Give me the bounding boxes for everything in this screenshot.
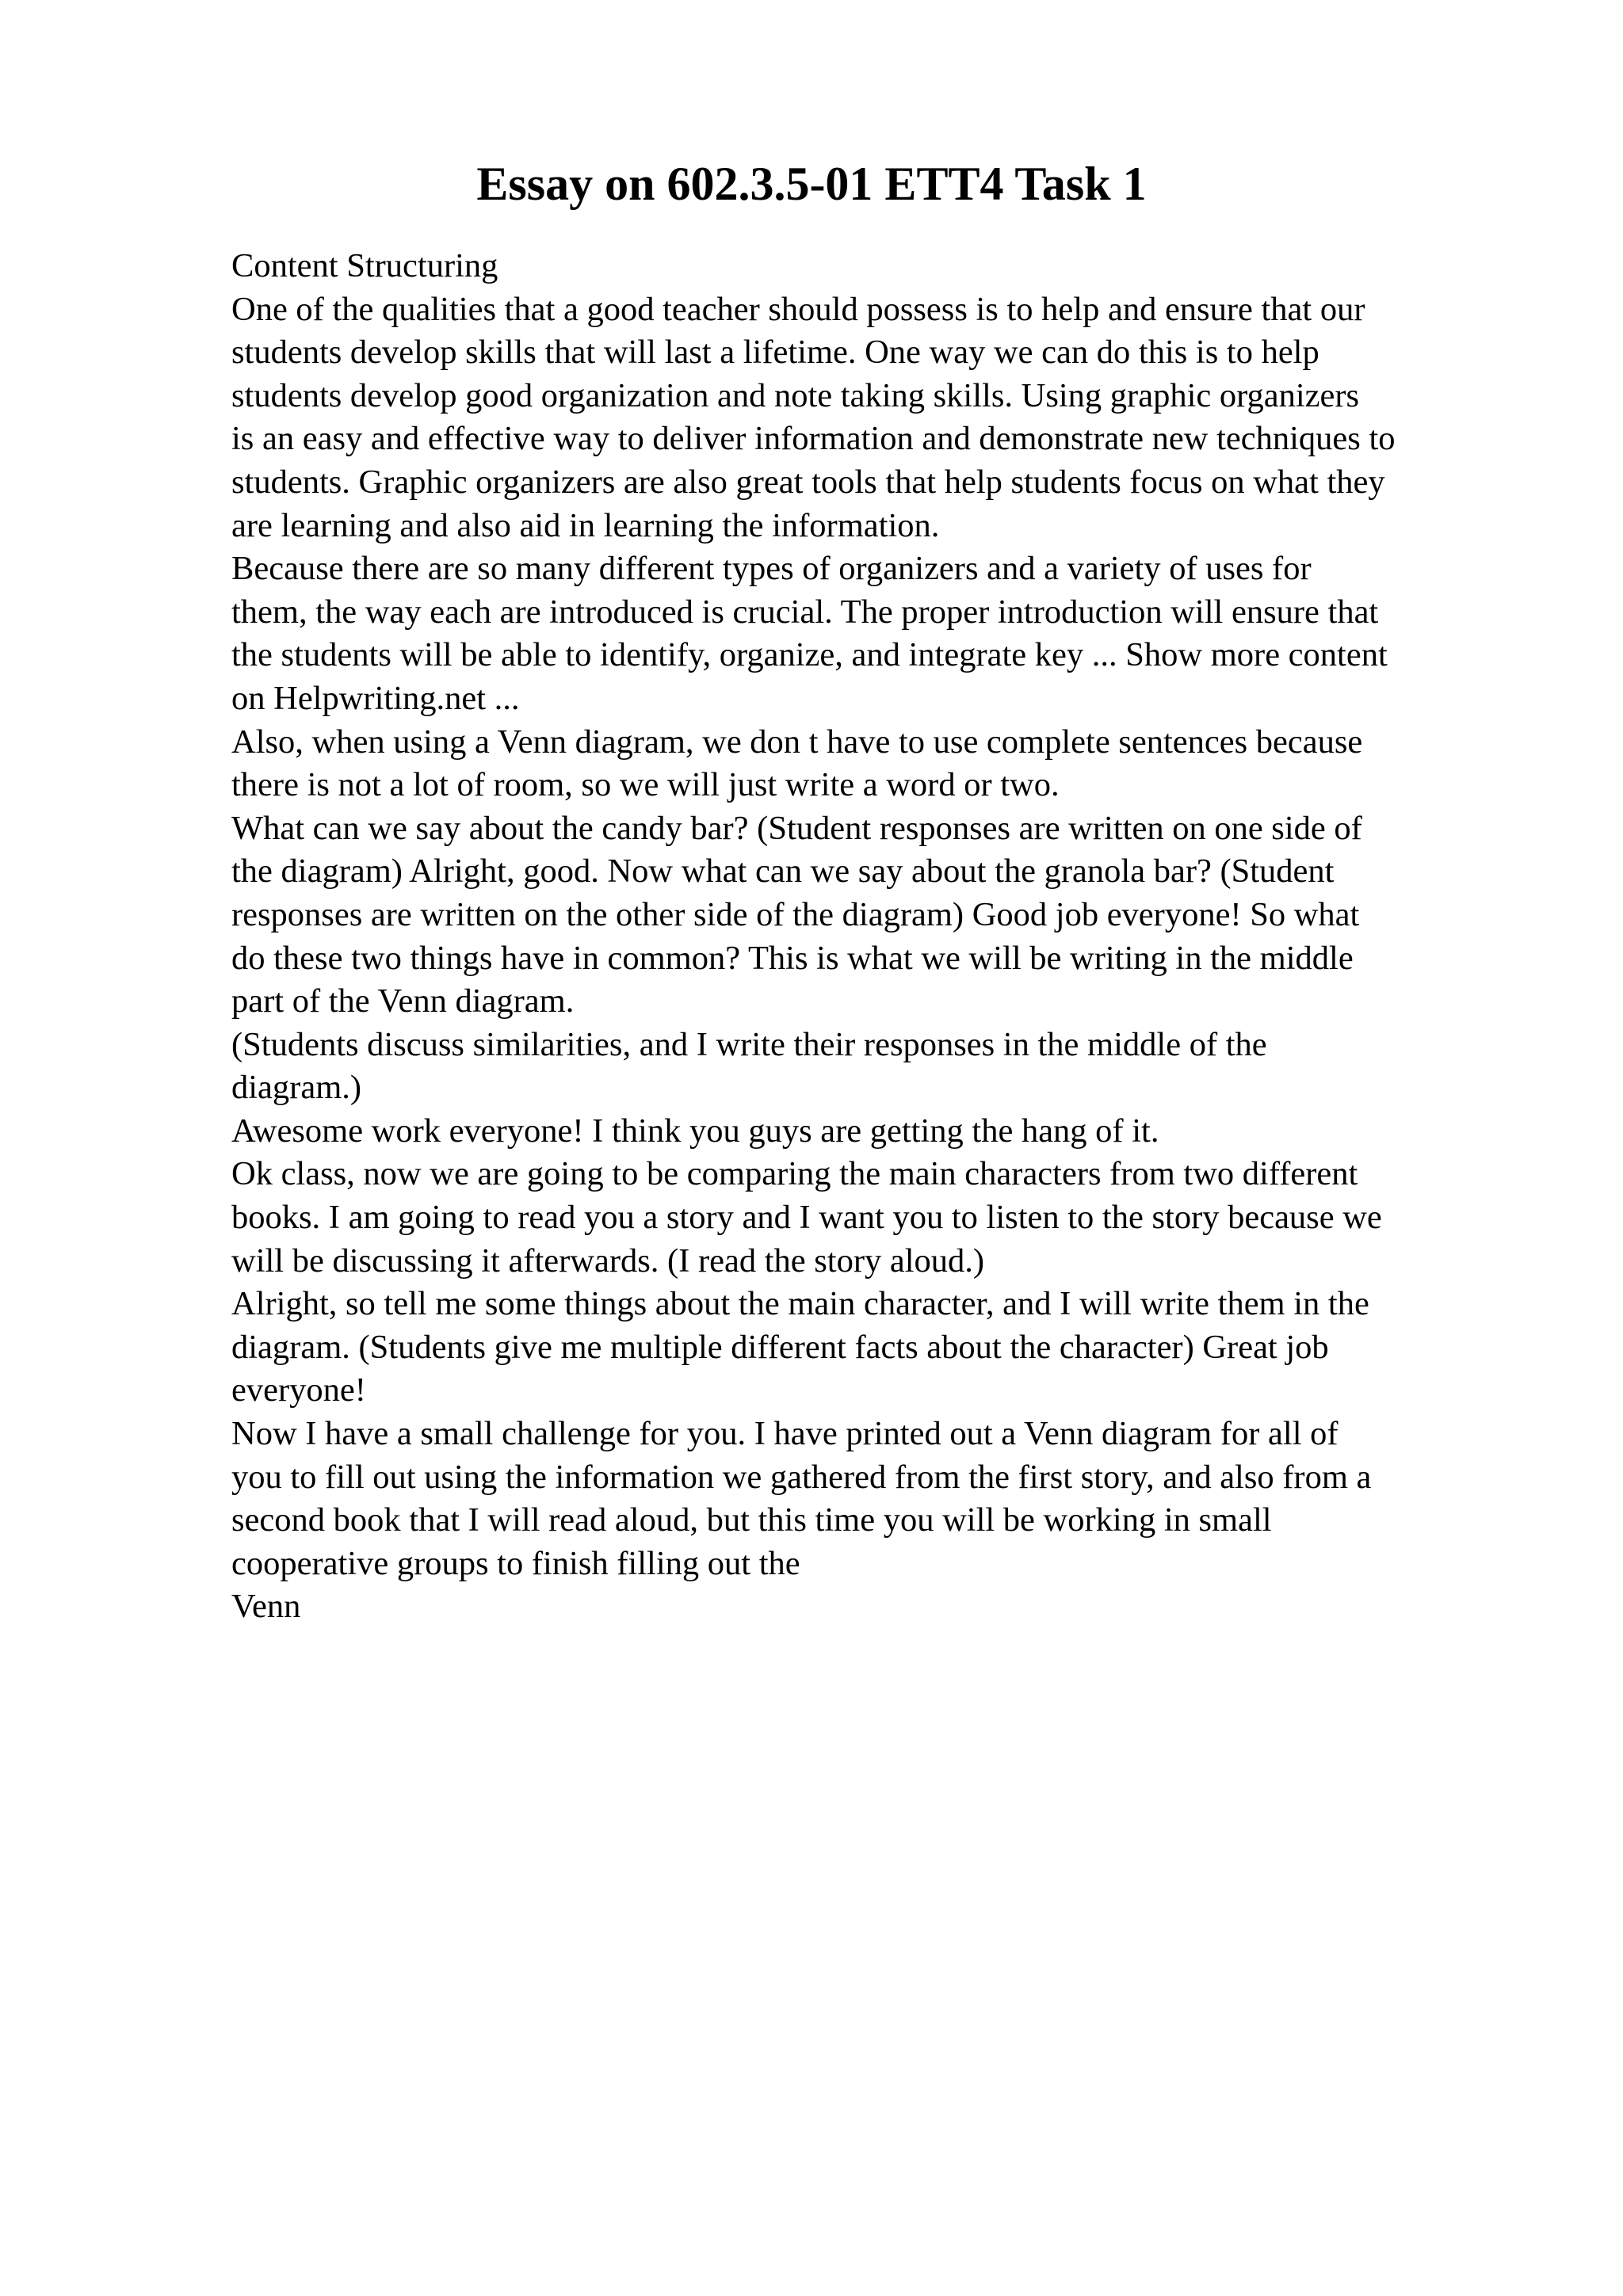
text-line: Alright, so tell me some things about the main character, and I will write them in the bbox=[231, 1285, 1369, 1323]
text-line: part of the Venn diagram. bbox=[231, 982, 575, 1020]
text-line: books. I am going to read you a story and I want you to listen to the story because we bbox=[231, 1199, 1382, 1237]
document-title: Essay on 602.3.5-01 ETT4 Task 1 bbox=[476, 158, 1147, 210]
text-line: the diagram) Alright, good. Now what can we say about the granola bar? (Student bbox=[231, 852, 1335, 891]
text-line: is an easy and effective way to deliver information and demonstrate new techniques to bbox=[231, 420, 1396, 458]
text-line: Ok class, now we are going to be comparing the main characters from two different bbox=[231, 1155, 1358, 1193]
text-line: second book that I will read aloud, but this time you will be working in small bbox=[231, 1501, 1272, 1539]
text-line: One of the qualities that a good teacher should possess is to help and ensure that our bbox=[231, 290, 1365, 328]
text-line: Now I have a small challenge for you. I have printed out a Venn diagram for all of bbox=[231, 1415, 1338, 1453]
text-line: do these two things have in common? This is what we will be writing in the middle bbox=[231, 939, 1354, 977]
text-line: cooperative groups to finish filling out the bbox=[231, 1544, 800, 1582]
text-line: (Students discuss similarities, and I write their responses in the middle of the bbox=[231, 1025, 1267, 1063]
document-body bbox=[231, 245, 1610, 1629]
text-line: on Helpwriting.net ... bbox=[231, 679, 520, 717]
text-line: you to fill out using the information we gathered from the first story, and also from a bbox=[231, 1458, 1372, 1496]
text-line: What can we say about the candy bar? (Student responses are written on one side of bbox=[231, 809, 1362, 847]
text-line: diagram. (Students give me multiple different facts about the character) Great job bbox=[231, 1328, 1329, 1366]
text-line: Content Structuring bbox=[231, 247, 498, 284]
text-line: will be discussing it afterwards. (I read the story aloud.) bbox=[231, 1241, 985, 1280]
text-line: there is not a lot of room, so we will just write a word or two. bbox=[231, 766, 1060, 804]
text-line: students develop good organization and note taking skills. Using graphic organizers bbox=[231, 376, 1360, 414]
text-line: Venn bbox=[231, 1588, 301, 1626]
text-line: students. Graphic organizers are also great tools that help students focus on what they bbox=[231, 463, 1385, 501]
text-line: everyone! bbox=[231, 1371, 366, 1409]
text-line: are learning and also aid in learning the information. bbox=[231, 506, 940, 544]
text-line: diagram.) bbox=[231, 1069, 362, 1107]
text-line: the students will be able to identify, organize, and integrate key ... Show more content bbox=[231, 636, 1388, 674]
text-line: Because there are so many different types of organizers and a variety of uses for bbox=[231, 550, 1312, 588]
text-line: them, the way each are introduced is crucial. The proper introduction will ensure that bbox=[231, 593, 1379, 631]
text-line: Also, when using a Venn diagram, we don t have to use complete sentences because bbox=[231, 723, 1363, 761]
text-line: responses are written on the other side of the diagram) Good job everyone! So what bbox=[231, 895, 1360, 933]
text-line: students develop skills that will last a lifetime. One way we can do this is to help bbox=[231, 334, 1319, 372]
text-line: Awesome work everyone! I think you guys are getting the hang of it. bbox=[231, 1112, 1159, 1150]
